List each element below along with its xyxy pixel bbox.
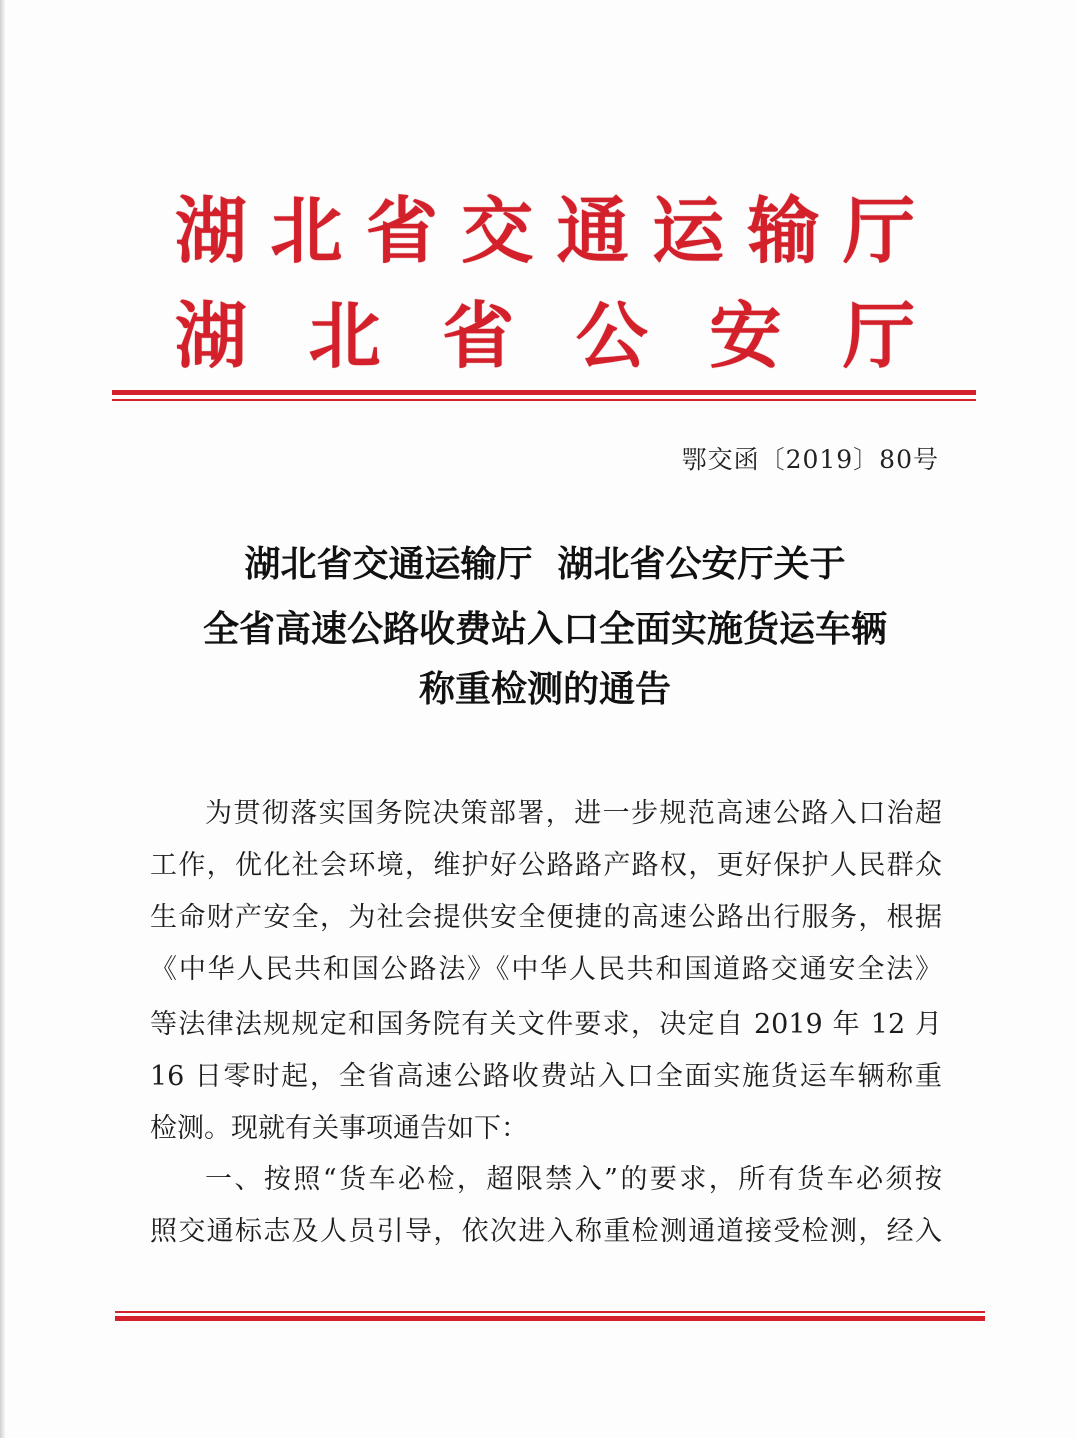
body-text-line: 《中华人民共和国公路法》《中华人民共和国道路交通安全法》 [150,954,942,985]
letterhead-char: 输 [747,189,820,273]
title-line-1: 湖北省交通运输厅 湖北省公安厅关于 [244,544,846,585]
letterhead-divider-thin [112,399,976,401]
letterhead-char: 省 [365,189,438,273]
letterhead-char: 运 [652,189,725,273]
letterhead-char: 厅 [842,294,915,378]
letterhead-divider-thick [112,390,976,395]
letterhead-char: 省 [442,294,515,378]
body-text-line: 检测。现就有关事项通告如下： [150,1113,528,1144]
letterhead-char: 北 [270,189,343,273]
body-text-line: 生命财产安全，为社会提供安全便捷的高速公路出行服务，根据 [150,902,942,933]
letterhead-char: 湖 [175,294,248,378]
letterhead-char: 湖 [175,189,248,273]
footer-divider-thin [115,1311,985,1313]
page-edge-shadow [0,0,6,1438]
letterhead-char: 北 [308,294,381,378]
body-text-line: 工作，优化社会环境，维护好公路路产路权，更好保护人民群众 [150,850,942,881]
letterhead-char: 交 [461,189,534,273]
letterhead-char: 通 [556,189,629,273]
letterhead-char: 安 [709,294,782,378]
title-line-3: 称重检测的通告 [418,669,671,710]
body-text-line: 等法律法规规定和国务院有关文件要求，决定自 2019 年 12 月 [150,1009,942,1040]
letterhead-line-2 [175,294,915,378]
letterhead-line-1 [175,189,915,273]
body-text-line: 为贯彻落实国务院决策部署，进一步规范高速公路入口治超 [205,798,942,829]
footer-divider-thick [115,1316,985,1321]
body-text-line: 照交通标志及人员引导，依次进入称重检测通道接受检测，经入 [150,1216,942,1247]
body-text-line: 一、按照“货车必检，超限禁入”的要求，所有货车必须按 [205,1164,942,1195]
title-line-2: 全省高速公路收费站入口全面实施货运车辆 [202,609,887,650]
body-text-line: 16 日零时起，全省高速公路收费站入口全面实施货运车辆称重 [150,1061,942,1092]
letterhead-char: 公 [575,294,648,378]
letterhead-char: 厅 [842,189,915,273]
document-number: 鄂交函〔2019〕80号 [681,445,939,474]
